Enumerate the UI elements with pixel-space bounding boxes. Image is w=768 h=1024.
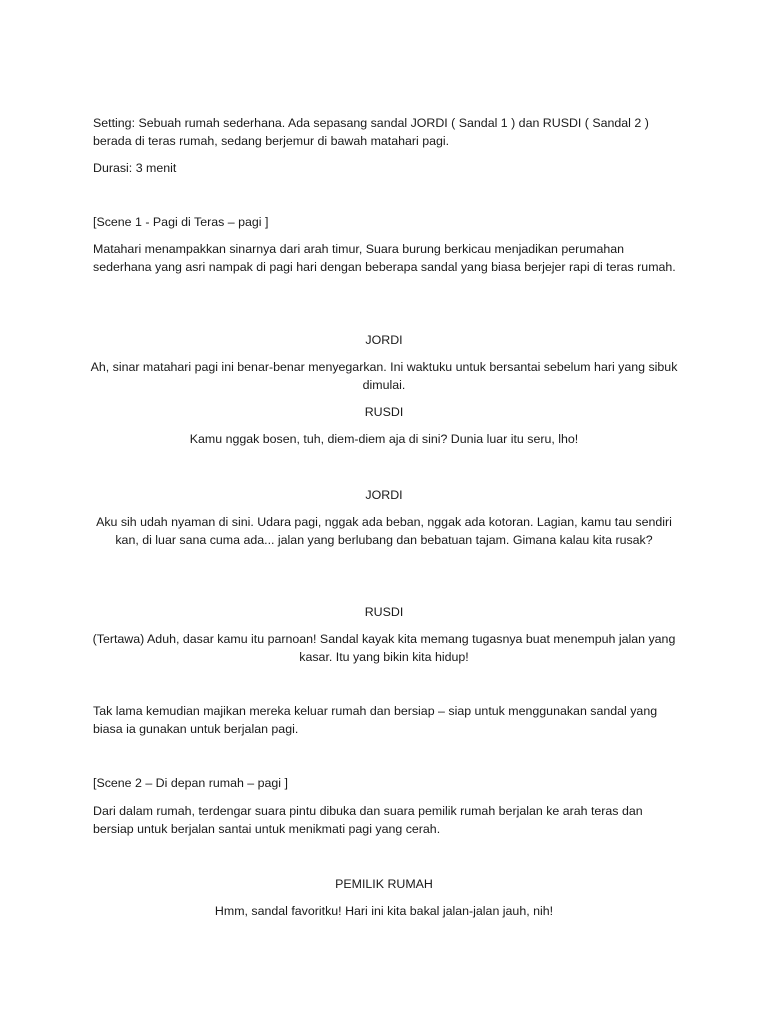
dialogue-jordi-2: Aku sih udah nyaman di sini. Udara pagi, nggak ada beban, nggak ada kotoran. Lagian, kamu tau sendiri kan, di luar sana cuma ada... jalan yang berlubang dan bebatuan tajam. Gimana kalau kita rusak? [96,515,672,547]
speaker-rusdi-2: RUSDI [364,605,404,619]
scene-2-action: Dari dalam rumah, terdengar suara pintu dibuka dan suara pemilik rumah berjalan ke arah teras dan bersiap untuk berjalan santai untuk menikmati pagi yang cerah. [93,804,643,836]
speaker-pemilik-rumah: PEMILIK RUMAH [335,877,433,891]
duration-text: Durasi: 3 menit [93,161,177,175]
scene-1-heading: [Scene 1 - Pagi di Teras – pagi ] [93,215,269,229]
dialogue-pemilik-rumah: Hmm, sandal favoritku! Hari ini kita bakal jalan-jalan jauh, nih! [214,904,554,918]
dialogue-rusdi-1: Kamu nggak bosen, tuh, diem-diem aja di sini? Dunia luar itu seru, lho! [189,432,579,446]
dialogue-rusdi-2: (Tertawa) Aduh, dasar kamu itu parnoan! Sandal kayak kita memang tugasnya buat menempuh jalan yang kasar. Itu yang bikin kita hidup! [92,632,676,664]
transition-action: Tak lama kemudian majikan mereka keluar rumah dan bersiap – siap untuk menggunakan sandal yang biasa ia gunakan untuk berjalan pagi. [93,704,658,736]
speaker-rusdi-1: RUSDI [364,405,404,419]
dialogue-jordi-1: Ah, sinar matahari pagi ini benar-benar menyegarkan. Ini waktuku untuk bersantai sebelum hari yang sibuk dimulai. [90,360,678,392]
scene-1-action: Matahari menampakkan sinarnya dari arah timur, Suara burung berkicau menjadikan perumahan sederhana yang asri nampak di pagi hari dengan beberapa sandal yang biasa berjejer rapi di teras rumah. [93,242,676,274]
scene-2-heading: [Scene 2 – Di depan rumah – pagi ] [93,776,288,790]
speaker-jordi-2: JORDI [365,488,403,502]
setting-text: Setting: Sebuah rumah sederhana. Ada sepasang sandal JORDI ( Sandal 1 ) dan RUSDI ( Sandal 2 ) berada di teras rumah, sedang berjemur di bawah matahari pagi. [93,116,649,148]
speaker-jordi-1: JORDI [365,333,403,347]
